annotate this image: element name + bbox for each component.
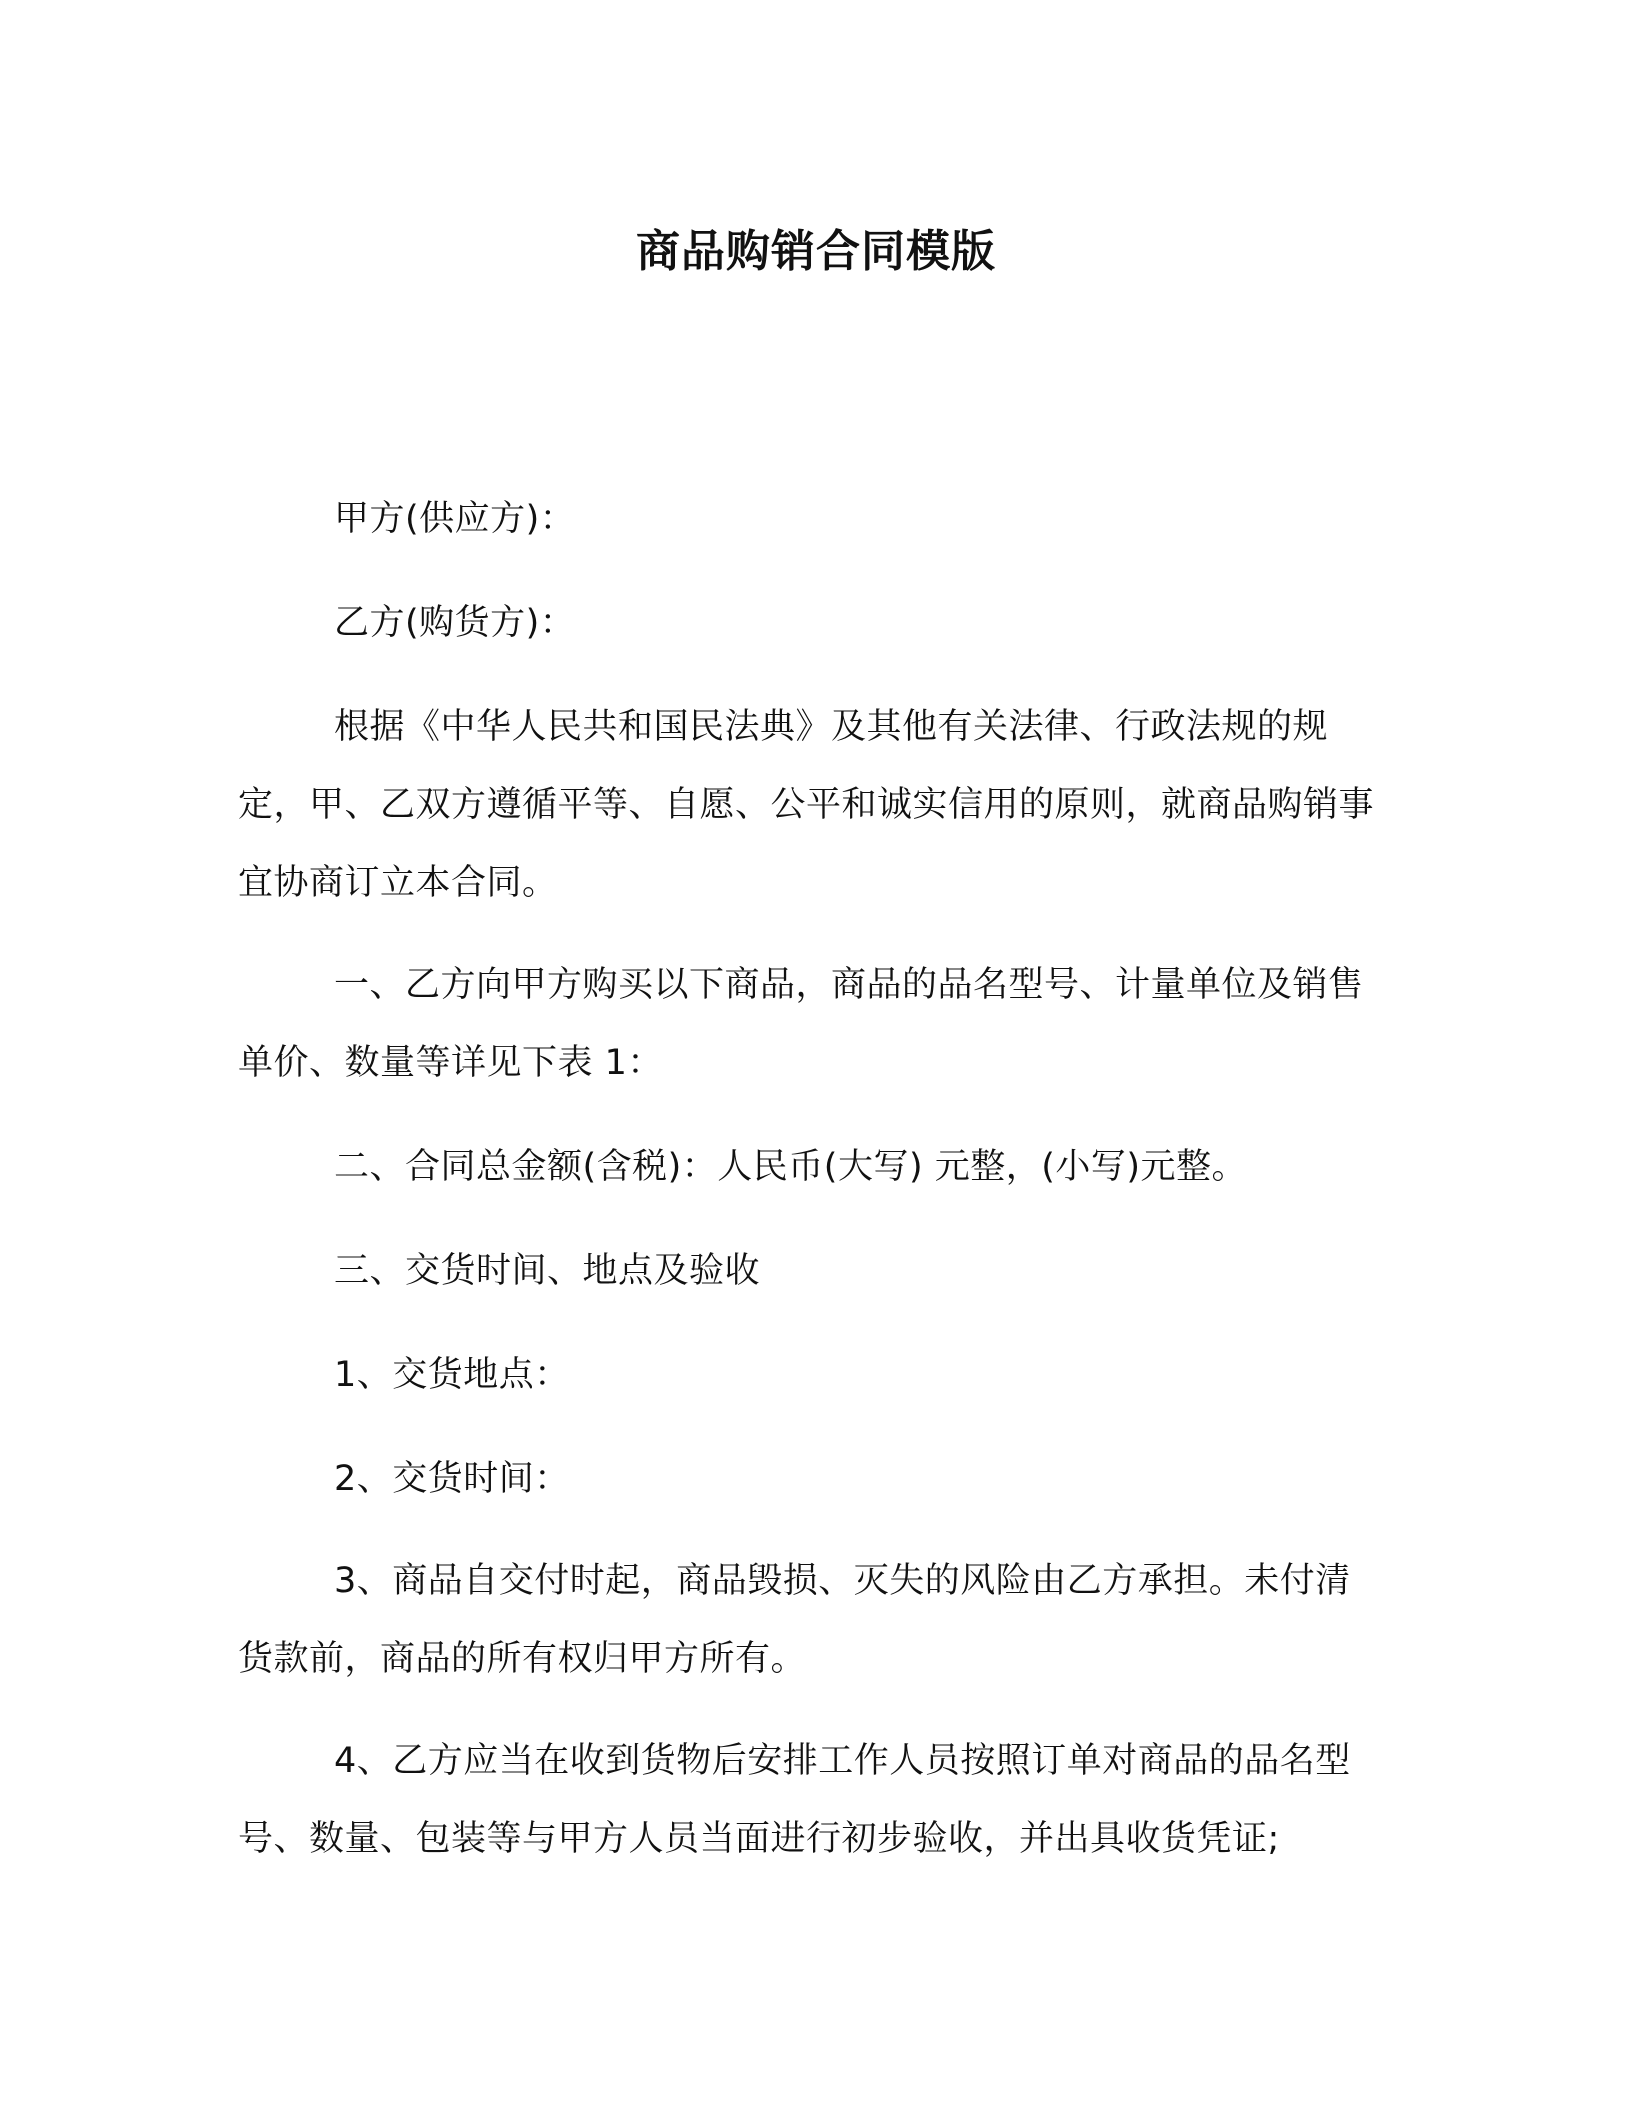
item-3-paragraph: 3、商品自交付时起，商品毁损、灭失的风险由乙方承担。未付清货款前，商品的所有权归甲方所有。 bbox=[238, 1561, 1351, 1679]
preamble-paragraph: 根据《中华人民共和国民法典》及其他有关法律、行政法规的规定，甲、乙双方遵循平等、自愿、公平和诚实信用的原则，就商品购销事宜协商订立本合同。 bbox=[238, 707, 1375, 903]
party-b-line: 乙方(购货方)： bbox=[334, 603, 576, 643]
item-2-paragraph: 2、交货时间： bbox=[334, 1459, 570, 1499]
item-1-paragraph: 1、交货地点： bbox=[334, 1355, 570, 1395]
item-4-paragraph: 4、乙方应当在收到货物后安排工作人员按照订单对商品的品名型号、数量、包装等与甲方人员当面进行初步验收，并出具收货凭证; bbox=[238, 1741, 1351, 1859]
clause-3-heading: 三、交货时间、地点及验收 bbox=[334, 1251, 761, 1291]
document-title: 商品购销合同模版 bbox=[636, 226, 996, 277]
clause-1-paragraph: 一、乙方向甲方购买以下商品，商品的品名型号、计量单位及销售单价、数量等详见下表 1： bbox=[238, 965, 1364, 1083]
clause-2-paragraph: 二、合同总金额(含税)：人民币(大写) 元整，(小写)元整。 bbox=[334, 1147, 1248, 1187]
party-a-line: 甲方(供应方)： bbox=[334, 499, 576, 539]
